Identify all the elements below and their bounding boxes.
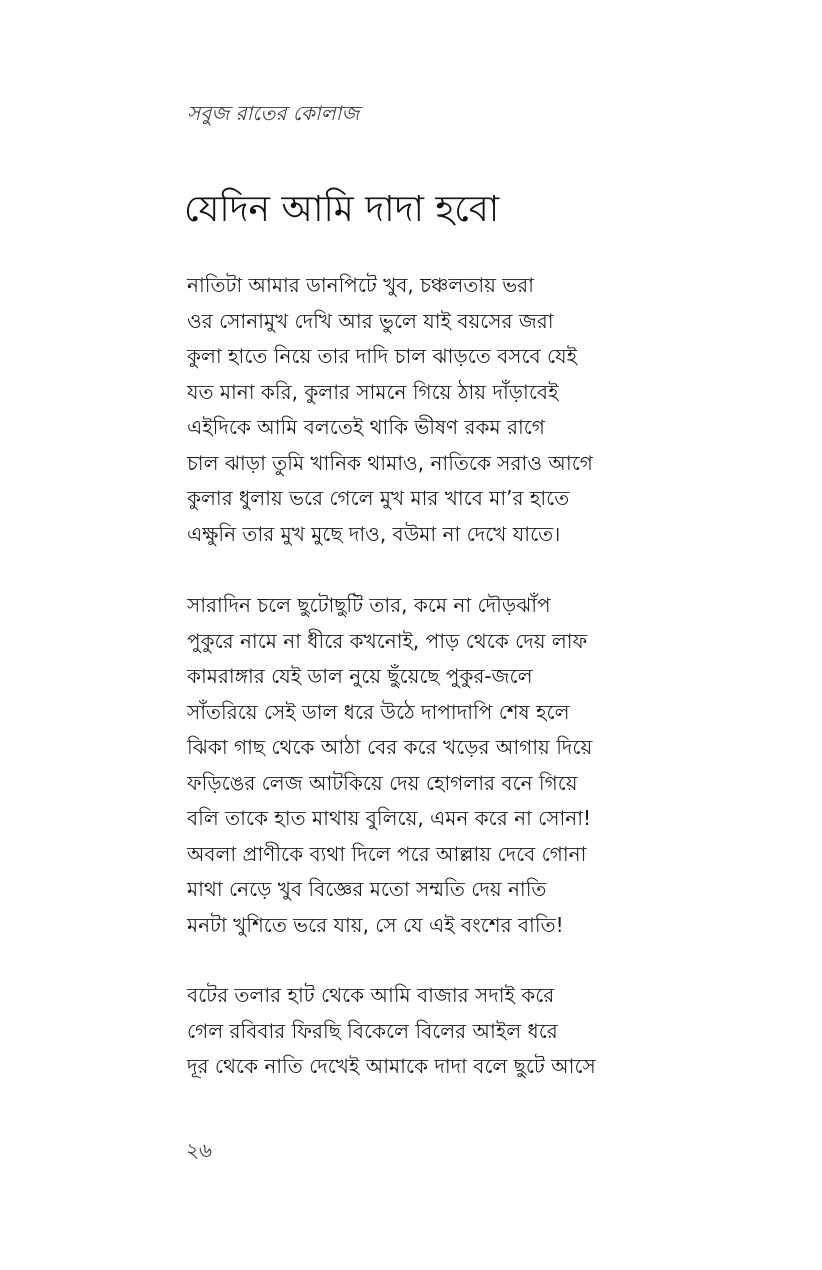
poem-line: মনটা খুশিতে ভরে যায়, সে যে এই বংশের বাতি!	[187, 912, 564, 937]
poem-line: এক্ষুনি তার মুখ মুছে দাও, বউমা না দেখে যাতে।	[187, 521, 561, 546]
poem-line: ঝিকা গাছ থেকে আঠা বের করে খড়ের আগায় দিয়ে	[187, 735, 593, 759]
poem-title: যেদিন আমি দাদা হবো	[184, 189, 500, 230]
running-head: সবুজ রাতের কোলাজ	[187, 101, 360, 125]
page-number: ২৬	[186, 1138, 213, 1162]
poem-line: অবলা প্রাণীকে ব্যথা দিলে পরে আল্লায় দেবে গোনা	[187, 841, 587, 866]
poem-line: দূর থেকে নাতি দেখেই আমাকে দাদা বলে ছুটে আসে	[187, 1054, 596, 1078]
poem-line: বটের তলার হাট থেকে আমি বাজার সদাই করে	[187, 983, 555, 1007]
poem-line: সারাদিন চলে ছুটোছুটি তার, কমে না দৌড়ঝাঁপ	[187, 593, 551, 617]
poem-line: সাঁতরিয়ে সেই ডাল ধরে উঠে দাপাদাপি শেষ হলে	[187, 699, 570, 724]
poem-line: মাথা নেড়ে খুব বিজ্ঞের মতো সম্মতি দেয় নাতি	[187, 877, 547, 901]
poem-line: কামরাঙ্গার যেই ডাল নুয়ে ছুঁয়েছে পুকুর-জলে	[187, 664, 533, 688]
poem-line: যত মানা করি, কুলার সামনে গিয়ে ঠায় দাঁড়াবেই	[187, 379, 559, 404]
poem-line: পুকুরে নামে না ধীরে কখনোই, পাড় থেকে দেয় লাফ	[187, 628, 588, 653]
poem-line: নাতিটা আমার ডানপিটে খুব, চঞ্চলতায় ভরা	[187, 273, 534, 297]
poem-line: কুলার ধুলায় ভরে গেলে মুখ মার খাবে মা’র হাতে	[187, 486, 570, 510]
stanza	[187, 588, 592, 943]
stanza	[187, 978, 596, 1085]
poem-line: কুলা হাতে নিয়ে তার দাদি চাল ঝাড়তে বসবে যেই	[187, 344, 578, 368]
poem-line: চাল ঝাড়া তুমি খানিক থামাও, নাতিকে সরাও আগে	[187, 450, 593, 475]
poem-line: ওর সোনামুখ দেখি আর ভুলে যাই বয়সের জরা	[187, 308, 554, 333]
stanza	[187, 268, 593, 552]
poem-line: এইদিকে আমি বলতেই থাকি ভীষণ রকম রাগে	[187, 415, 545, 439]
poem-line: বলি তাকে হাত মাথায় বুলিয়ে, এমন করে না সোনা!	[187, 806, 592, 830]
poem-line: ফড়িঙের লেজ আটকিয়ে দেয় হোগলার বনে গিয়ে	[187, 770, 578, 795]
poem-line: গেল রবিবার ফিরছি বিকেলে বিলের আইল ধরে	[187, 1018, 558, 1043]
